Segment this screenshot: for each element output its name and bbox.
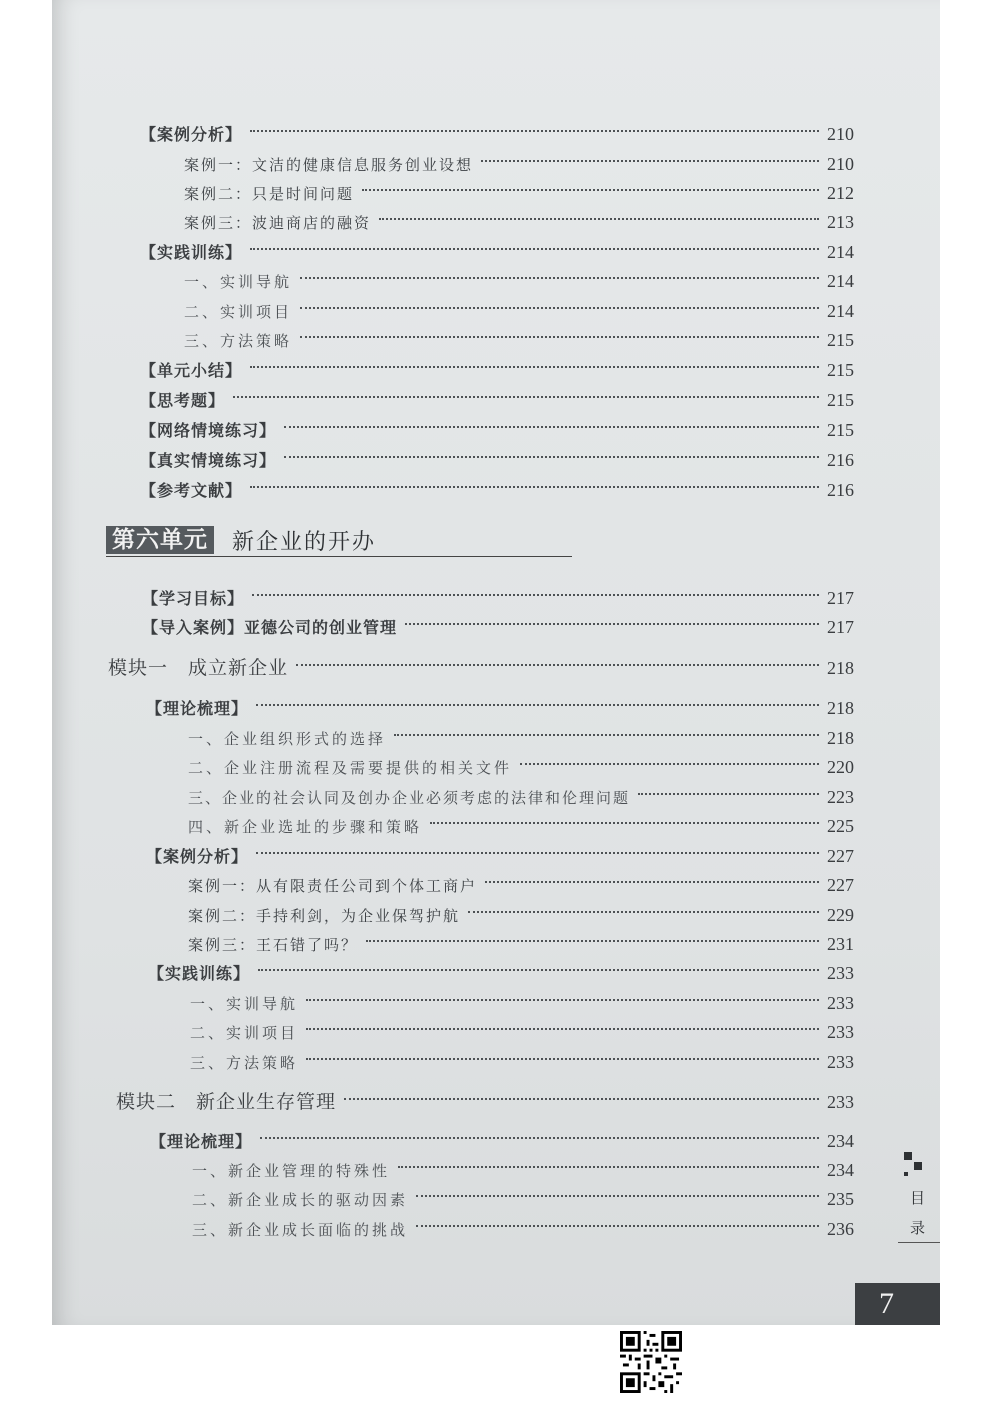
- toc-entry-label: 【案例分析】: [146, 847, 249, 866]
- leader-dots: [398, 1166, 819, 1168]
- toc-entry: [192, 1156, 854, 1184]
- side-tab-divider: [898, 1242, 940, 1243]
- toc-entry-label: 一、企业组织形式的选择: [188, 730, 387, 748]
- toc-entry-label: 【思考题】: [140, 391, 226, 410]
- toc-entry-page: 216: [827, 450, 854, 470]
- toc-entry-page: 216: [827, 480, 854, 500]
- leader-dots: [300, 336, 819, 338]
- toc-entry: [184, 297, 854, 325]
- qr-code-icon: [620, 1331, 682, 1393]
- toc-entry-page: 234: [827, 1160, 854, 1180]
- toc-entry-page: 233: [827, 993, 854, 1013]
- toc-entry-page: 233: [827, 1022, 854, 1042]
- toc-entry-label: 一、实训导航: [184, 273, 293, 291]
- toc-entry-label: 模块一 成立新企业: [108, 657, 289, 679]
- leader-dots: [379, 218, 819, 220]
- leader-dots: [485, 881, 819, 883]
- toc-entry: [140, 120, 854, 148]
- toc-entry-label: 【实践训练】: [148, 964, 251, 983]
- toc-entry: [148, 959, 854, 987]
- toc-entry-label: 一、实训导航: [190, 995, 299, 1013]
- toc-entry-page: 213: [827, 212, 854, 232]
- toc-entry-page: 217: [827, 617, 854, 637]
- toc-entry-label: 案例二：手持利剑，为企业保驾护航: [188, 907, 461, 925]
- toc-entry-page: 212: [827, 183, 854, 203]
- toc-entry: [190, 1018, 854, 1046]
- leader-dots: [416, 1195, 819, 1197]
- side-tab-char: 录: [910, 1219, 926, 1237]
- leader-dots: [256, 704, 819, 706]
- toc-entry: [188, 783, 854, 811]
- toc-entry-label: 三、方法策略: [184, 332, 293, 350]
- toc-entry: [184, 267, 854, 295]
- toc-entry: [140, 356, 854, 384]
- toc-entry-page: 210: [827, 124, 854, 144]
- toc-entry-label: 【网络情境练习】: [140, 421, 277, 440]
- leader-dots: [252, 594, 819, 596]
- leader-dots: [284, 426, 819, 428]
- toc-entry-label: 二、新企业成长的驱动因素: [192, 1191, 409, 1209]
- leader-dots: [306, 999, 819, 1001]
- toc-module: [108, 654, 854, 682]
- toc-entry-label: 案例一：文洁的健康信息服务创业设想: [184, 156, 474, 174]
- leader-dots: [250, 366, 819, 368]
- toc-entry: [140, 476, 854, 504]
- leader-dots: [520, 763, 819, 765]
- toc-entry: [188, 812, 854, 840]
- toc-entry-page: 218: [827, 728, 854, 748]
- leader-dots: [416, 1225, 819, 1227]
- toc-entry-label: 二、实训项目: [190, 1024, 299, 1042]
- toc-entry-label: 【单元小结】: [140, 361, 243, 380]
- leader-dots: [362, 189, 819, 191]
- toc-entry: [184, 326, 854, 354]
- toc-entry: [190, 989, 854, 1017]
- leader-dots: [430, 822, 819, 824]
- leader-dots: [366, 940, 819, 942]
- toc-entry-label: 三、企业的社会认同及创办企业必须考虑的法律和伦理问题: [188, 789, 631, 807]
- toc-entry-label: 【案例分析】: [140, 125, 243, 144]
- toc-entry: [146, 842, 854, 870]
- unit-title: 新企业的开办: [232, 529, 377, 555]
- toc-entry-label: 案例三：波迪商店的融资: [184, 214, 372, 232]
- toc-entry-label: 三、方法策略: [190, 1054, 299, 1072]
- leader-dots: [468, 911, 819, 913]
- toc-entry-label: 【理论梳理】: [150, 1132, 253, 1151]
- toc-entry: [190, 1048, 854, 1076]
- toc-entry: [140, 446, 854, 474]
- toc-entry: [184, 150, 854, 178]
- leader-dots: [638, 793, 819, 795]
- toc-entry-page: 218: [827, 658, 854, 678]
- toc-entry-page: 225: [827, 816, 854, 836]
- leader-dots: [296, 664, 819, 666]
- leader-dots: [256, 852, 819, 854]
- toc-entry-page: 227: [827, 846, 854, 866]
- toc-entry-label: 【真实情境练习】: [140, 451, 277, 470]
- toc-entry: [188, 724, 854, 752]
- side-tab-char: 目: [910, 1189, 926, 1207]
- toc-entry-page: 218: [827, 698, 854, 718]
- toc-entry: [140, 386, 854, 414]
- leader-dots: [233, 396, 819, 398]
- toc-entry-page: 214: [827, 242, 854, 262]
- toc-entry: [188, 901, 854, 929]
- toc-entry: [146, 694, 854, 722]
- leader-dots: [344, 1098, 819, 1100]
- toc-entry-page: 215: [827, 420, 854, 440]
- toc-entry-page: 227: [827, 875, 854, 895]
- toc-entry-page: 214: [827, 301, 854, 321]
- toc-entry: [140, 238, 854, 266]
- leader-dots: [258, 969, 819, 971]
- toc-entry-label: 二、实训项目: [184, 303, 293, 321]
- toc-entry: [140, 416, 854, 444]
- toc-entry: [150, 1127, 854, 1155]
- toc-entry-label: 三、新企业成长面临的挑战: [192, 1221, 409, 1239]
- leader-dots: [300, 307, 819, 309]
- toc-entry-label: 二、企业注册流程及需要提供的相关文件: [188, 759, 513, 777]
- toc-entry-page: 231: [827, 934, 854, 954]
- leader-dots: [260, 1137, 819, 1139]
- toc-entry: [188, 930, 854, 958]
- toc-entry-page: 220: [827, 757, 854, 777]
- leader-dots: [306, 1058, 819, 1060]
- toc-entry-label: 【实践训练】: [140, 243, 243, 262]
- leader-dots: [250, 130, 819, 132]
- side-tab-marker-icon: [904, 1152, 926, 1182]
- leader-dots: [306, 1028, 819, 1030]
- unit-heading: [106, 524, 572, 557]
- toc-entry: [192, 1215, 854, 1243]
- toc-entry-page: 233: [827, 963, 854, 983]
- toc-entry-page: 214: [827, 271, 854, 291]
- toc-entry-label: 案例一：从有限责任公司到个体工商户: [188, 877, 478, 895]
- leader-dots: [405, 623, 819, 625]
- leader-dots: [300, 277, 819, 279]
- toc-entry-label: 【理论梳理】: [146, 699, 249, 718]
- toc-entry-page: 233: [827, 1092, 854, 1112]
- toc-entry: [184, 179, 854, 207]
- toc-entry-label: 案例三：王石错了吗？: [188, 936, 359, 954]
- toc-entry-label: 【参考文献】: [140, 481, 243, 500]
- toc-entry: [142, 584, 854, 612]
- leader-dots: [481, 160, 819, 162]
- toc-module: [116, 1088, 854, 1116]
- unit-tag: 第六单元: [106, 526, 214, 554]
- leader-dots: [394, 734, 819, 736]
- toc-entry-page: 234: [827, 1131, 854, 1151]
- toc-entry-page: 233: [827, 1052, 854, 1072]
- toc-entry: [188, 753, 854, 781]
- toc-entry-page: 236: [827, 1219, 854, 1239]
- leader-dots: [250, 486, 819, 488]
- toc-entry-label: 【学习目标】: [142, 589, 245, 608]
- toc-entry-label: 【导入案例】亚德公司的创业管理: [142, 618, 398, 637]
- toc-entry-page: 215: [827, 390, 854, 410]
- toc-entry: [184, 208, 854, 236]
- toc-entry-label: 一、新企业管理的特殊性: [192, 1162, 391, 1180]
- toc-entry: [192, 1185, 854, 1213]
- toc-entry-label: 四、新企业选址的步骤和策略: [188, 818, 423, 836]
- toc-entry-page: 223: [827, 787, 854, 807]
- toc-entry-page: 215: [827, 330, 854, 350]
- toc-entry-page: 235: [827, 1189, 854, 1209]
- toc-entry: [188, 871, 854, 899]
- toc-entry-page: 210: [827, 154, 854, 174]
- toc-entry-page: 229: [827, 905, 854, 925]
- toc-entry-page: 215: [827, 360, 854, 380]
- leader-dots: [250, 248, 819, 250]
- page-number: 7: [855, 1283, 940, 1325]
- toc-entry-page: 217: [827, 588, 854, 608]
- toc-entry-label: 案例二：只是时间问题: [184, 185, 355, 203]
- toc-entry-label: 模块二 新企业生存管理: [116, 1091, 337, 1113]
- toc-entry: [142, 613, 854, 641]
- leader-dots: [284, 456, 819, 458]
